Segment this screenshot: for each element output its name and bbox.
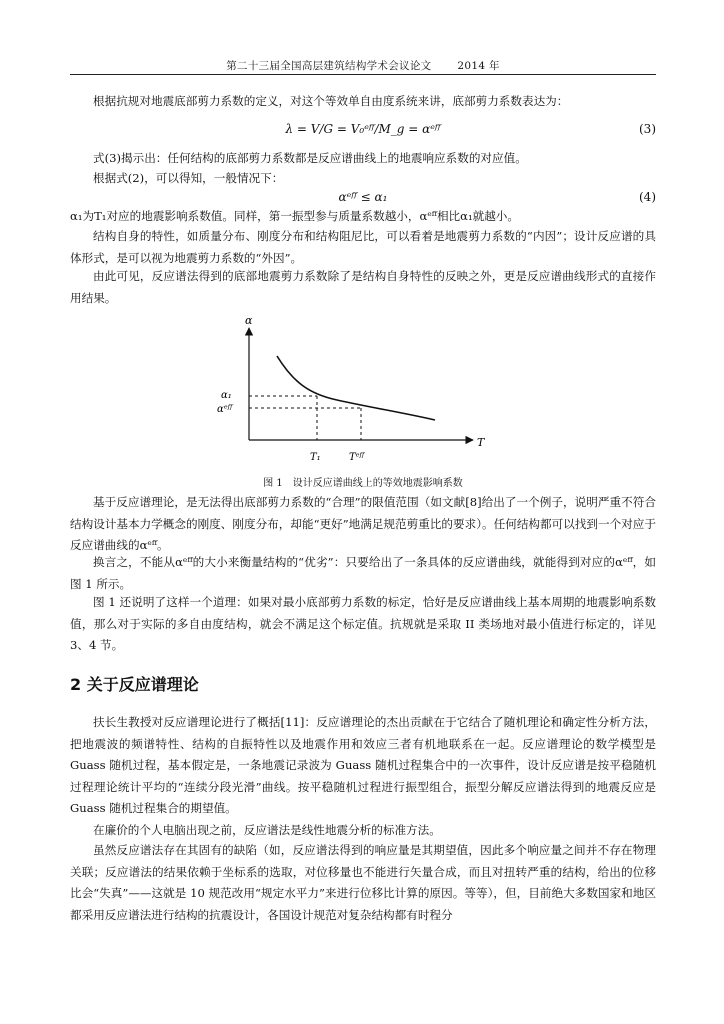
y-tick-alpha1: α₁: [221, 390, 232, 401]
equation-4: [70, 186, 656, 208]
paragraph-4: α₁为T₁对应的地震影响系数值。同样，第一振型参与质量系数越小，αᵉᶠᶠ相比α₁就越小。: [70, 209, 519, 223]
y-axis-label: α: [245, 314, 253, 327]
equation-3-number: (3): [639, 122, 656, 136]
paragraph-7: 基于反应谱理论，是无法得出底部剪力系数的“合理”的限值范围（如文献[8]给出了一个例子，说明严重不符合结构设计基本力学概念的刚度、刚度分布，却能“更好”地满足规范剪重比的要求）。任何结构都可以找到一个对应于反应谱曲线的αᵉᶠᶠ。: [70, 495, 656, 553]
x-axis-label: T: [477, 436, 485, 449]
equation-4-number: (4): [639, 190, 656, 204]
equation-4-formula: αᵉᶠᶠ ≤ α₁: [338, 190, 388, 204]
x-tick-t1: T₁: [310, 452, 321, 463]
paragraph-3: 根据式(2)，可以得知，一般情况下：: [93, 171, 284, 185]
running-header: [70, 58, 656, 73]
paragraph-2: 式(3)揭示出：任何结构的底部剪力系数都是反应谱曲线上的地震响应系数的对应值。: [93, 151, 527, 165]
section-2-title: 2 关于反应谱理论: [70, 675, 199, 694]
paragraph-12: 虽然反应谱法存在其固有的缺陷（如，反应谱法得到的响应量是其期望值，因此多个响应量之间并不存在物理关联；反应谱法的结果依赖于坐标系的选取，对位移量也不能进行矢量合成，而且对扭转严重的结构，给出的位移比会“失真”——这就是 10 规范改用“规定水平力”来进行位移比计算的原因。等等），但，目前绝大多数国家和地区都采用反应谱法进行结构的抗震设计，各国设计规范对复杂结构都有时程分: [70, 843, 656, 922]
paragraph-6: 由此可见，反应谱法得到的底部地震剪力系数除了是结构自身特性的反映之外，更是反应谱曲线形式的直接作用结果。: [70, 269, 656, 305]
paragraph-1: 根据抗规对地震底部剪力系数的定义，对这个等效单自由度系统来讲，底部剪力系数表达为：: [93, 94, 569, 108]
paragraph-11: 在廉价的个人电脑出现之前，反应谱法是线性地震分析的标准方法。: [93, 823, 441, 837]
paragraph-10: 扶长生教授对反应谱理论进行了概括[11]：反应谱理论的杰出贡献在于它结合了随机理论和确定性分析方法，把地震波的频谱特性、结构的自振特性以及地震作用和效应三者有机地联系在一起。反应谱理论的数学模型是 Guass 随机过程，基本假定是，一条地震记录波为 Guass 随机过程集合中的一次事件，设计反应谱是按平稳随机过程理论统计平均的“连续分段光滑”曲线。按平稳随机过程进行振型组合，振型分解反应谱法得到的地震反应是 Guass 随机过程集合的期望值。: [70, 715, 656, 816]
spectrum-curve: [277, 356, 435, 420]
equation-3-formula: λ = V/G = V₀ᵉᶠᶠ/M_g = αᵉᶠᶠ: [285, 122, 441, 136]
equation-3: [70, 118, 656, 140]
figure-1-caption: 图 1 设计反应谱曲线上的等效地震影响系数: [263, 478, 463, 489]
header-rule: [70, 74, 656, 75]
paragraph-9: 图 1 还说明了这样一个道理：如果对最小底部剪力系数的标定，恰好是反应谱曲线上基本周期的地震影响系数值，那么对于实际的多自由度结构，就会不满足这个标定值。抗规就是采取 II 类场地对最小值进行标定的，详见 3、4 节。: [70, 595, 656, 653]
header-year: 2014 年: [457, 60, 500, 72]
x-tick-t-eff: Tᵉᶠᶠ: [349, 452, 365, 463]
y-tick-alpha-eff: αᵉᶠᶠ: [217, 404, 233, 415]
figure-1-chart: [215, 308, 515, 470]
paragraph-8: 换言之，不能从αᵉᶠᶠ的大小来衡量结构的“优劣”：只要给出了一条具体的反应谱曲线，就能得到对应的αᵉᶠᶠ，如图 1 所示。: [70, 555, 656, 591]
header-title: 第二十三届全国高层建筑结构学术会议论文: [226, 60, 432, 72]
paragraph-5: 结构自身的特性，如质量分布、刚度分布和结构阻尼比，可以看着是地震剪力系数的“内因”；设计反应谱的具体形式，是可以视为地震剪力系数的“外因”。: [70, 229, 656, 265]
